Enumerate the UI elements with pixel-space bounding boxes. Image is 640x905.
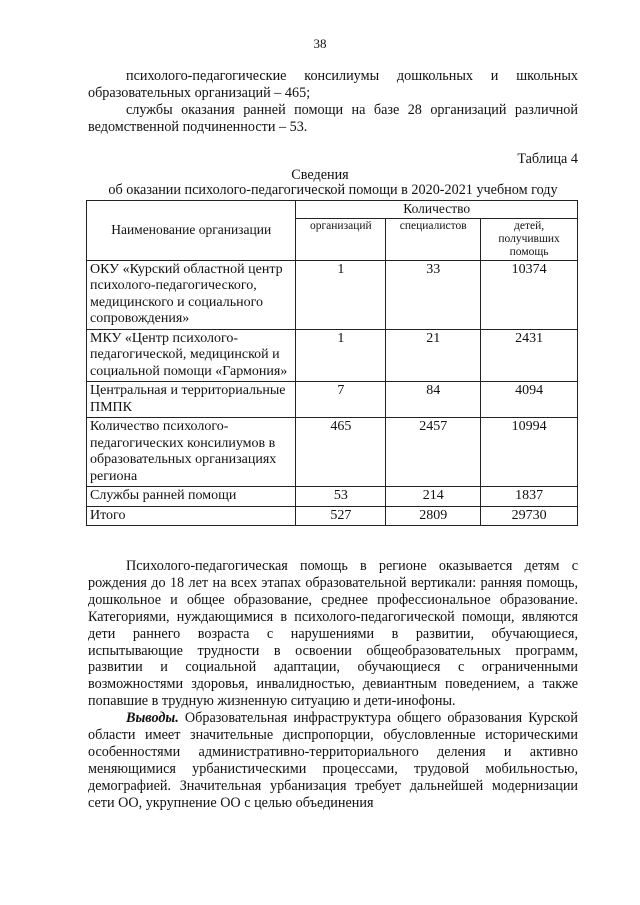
- cell-orgs: 1: [296, 260, 386, 329]
- cell-children: 10374: [481, 260, 578, 329]
- cell-name: Итого: [87, 506, 296, 526]
- table-row: [87, 382, 578, 418]
- cell-children: 10994: [481, 418, 578, 487]
- intro-section: [88, 68, 578, 136]
- header-organizations: организаций: [296, 218, 386, 260]
- header-organization-name: Наименование организации: [87, 201, 296, 261]
- conclusion-text: Образовательная инфраструктура общего образования Курской области имеет значительные диспропорции, обусловленные историческими особенностями административно-территориального деления и активно меняющимися урбанистическими процессами, трудовой мобильностью, демографией. Значительная урбанизация требует дальнейшей модернизации сети ОО, укрупнение ОО с целью объединения: [88, 710, 578, 811]
- body-section: [88, 558, 578, 812]
- header-children: детей, получивших помощь: [481, 218, 578, 260]
- table-row: [87, 487, 578, 507]
- cell-specialists: 21: [386, 329, 481, 382]
- table-caption-title: Сведения: [291, 167, 349, 183]
- body-paragraph: Психолого-педагогическая помощь в регионе оказывается детям с рождения до 18 лет на всех этапах образовательной вертикали: ранняя помощь, дошкольное и общее образование, среднее профессиональное образование. Категориями, нуждающимися в психолого-педагогической помощи, являются дети раннего возраста с нарушениями в развитии, обучающиеся, испытывающие трудности в освоении общеобразовательных программ, развитии и социальной адаптации, обучающиеся с ограниченными возможностями здоровья, инвалидностью, девиантным поведением, а также попавшие в трудную жизненную ситуацию и дети-инофоны.: [88, 558, 578, 710]
- cell-name: Службы ранней помощи: [87, 487, 296, 507]
- table-total-row: [87, 506, 578, 526]
- cell-name: Количество психолого-педагогических консилиумов в образовательных организациях региона: [87, 418, 296, 487]
- cell-specialists: 2457: [386, 418, 481, 487]
- table-row: [87, 418, 578, 487]
- conclusion-label: Выводы.: [126, 710, 179, 727]
- cell-children: 4094: [481, 382, 578, 418]
- cell-name: ОКУ «Курский областной центр психолого-педагогического, медицинского и социального сопровождения»: [87, 260, 296, 329]
- page-number: 38: [313, 36, 327, 51]
- cell-specialists: 2809: [386, 506, 481, 526]
- cell-children: 2431: [481, 329, 578, 382]
- psych-help-table: [86, 200, 578, 526]
- table-label: Таблица 4: [517, 151, 578, 167]
- cell-children: 29730: [481, 506, 578, 526]
- cell-specialists: 214: [386, 487, 481, 507]
- table-row: [87, 329, 578, 382]
- cell-name: МКУ «Центр психолого-педагогической, медицинской и социальной помощи «Гармония»: [87, 329, 296, 382]
- cell-orgs: 7: [296, 382, 386, 418]
- cell-name: Центральная и территориальные ПМПК: [87, 382, 296, 418]
- conclusion-paragraph: [88, 710, 578, 811]
- intro-paragraph: службы оказания ранней помощи на базе 28 организаций различной ведомственной подчиненности – 53.: [88, 102, 578, 135]
- cell-orgs: 53: [296, 487, 386, 507]
- header-specialists: специалистов: [386, 218, 481, 260]
- table-caption-subtitle: об оказании психолого-педагогической помощи в 2020-2021 учебном году: [108, 182, 558, 198]
- header-quantity: Количество: [296, 201, 578, 219]
- intro-paragraph: психолого-педагогические консилиумы дошкольных и школьных образовательных организаций – 465;: [88, 68, 578, 101]
- cell-orgs: 527: [296, 506, 386, 526]
- cell-orgs: 465: [296, 418, 386, 487]
- table-row: [87, 260, 578, 329]
- cell-children: 1837: [481, 487, 578, 507]
- cell-orgs: 1: [296, 329, 386, 382]
- cell-specialists: 84: [386, 382, 481, 418]
- table-header-row: [87, 201, 578, 219]
- cell-specialists: 33: [386, 260, 481, 329]
